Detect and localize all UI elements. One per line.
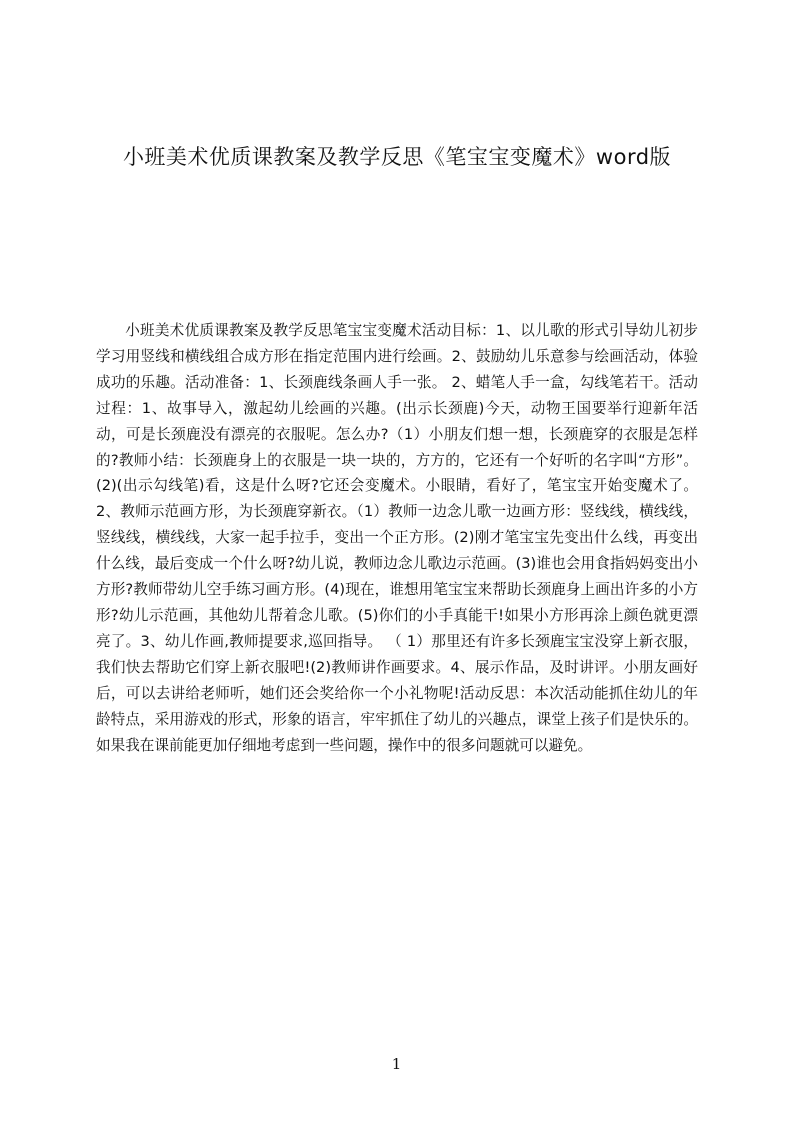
document-title: 小班美术优质课教案及教学反思《笔宝宝变魔术》word版: [122, 145, 672, 169]
document-body-paragraph: 小班美术优质课教案及教学反思笔宝宝变魔术活动目标：1、以儿歌的形式引导幼儿初步学习用竖线和横线组合成方形在指定范围内进行绘画。2、鼓励幼儿乐意参与绘画活动，体验成功的乐趣。活动准备：1、长颈鹿线条画人手一张。 2、蜡笔人手一盒，勾线笔若干。活动过程：1、故事导入，激起幼儿绘画的兴趣。(出示长颈鹿)今天，动物王国要举行迎新年活动，可是长颈鹿没有漂亮的衣服呢。怎么办?（1）小朋友们想一想，长颈鹿穿的衣服是怎样的?教师小结：长颈鹿身上的衣服是一块一块的，方方的，它还有一个好听的名字叫“方形”。(2)(出示勾线笔)看，这是什么呀?它还会变魔术。小眼睛，看好了，笔宝宝开始变魔术了。2、教师示范画方形，为长颈鹿穿新衣。（1）教师一边念儿歌一边画方形：竖线线，横线线，竖线线，横线线，大家一起手拉手，变出一个正方形。(2)刚才笔宝宝先变出什么线，再变出什么线，最后变成一个什么呀?幼儿说，教师边念儿歌边示范画。(3)谁也会用食指妈妈变出小方形?教师带幼儿空手练习画方形。(4)现在，谁想用笔宝宝来帮助长颈鹿身上画出许多的小方形?幼儿示范画，其他幼儿帮着念儿歌。(5)你们的小手真能干!如果小方形再涂上颜色就更漂亮了。3、幼儿作画,教师提要求,巡回指导。 （ 1）那里还有许多长颈鹿宝宝没穿上新衣服，我们快去帮助它们穿上新衣服吧!(2)教师讲作画要求。4、展示作品，及时讲评。小朋友画好后，可以去讲给老师听，她们还会奖给你一个小礼物呢!活动反思：本次活动能抓住幼儿的年龄特点，采用游戏的形式，形象的语言，牢牢抓住了幼儿的兴趣点，课堂上孩子们是快乐的。如果我在课前能更加仔细地考虑到一些问题，操作中的很多问题就可以避免。: [96, 322, 698, 754]
page-number: 1: [391, 1055, 402, 1073]
